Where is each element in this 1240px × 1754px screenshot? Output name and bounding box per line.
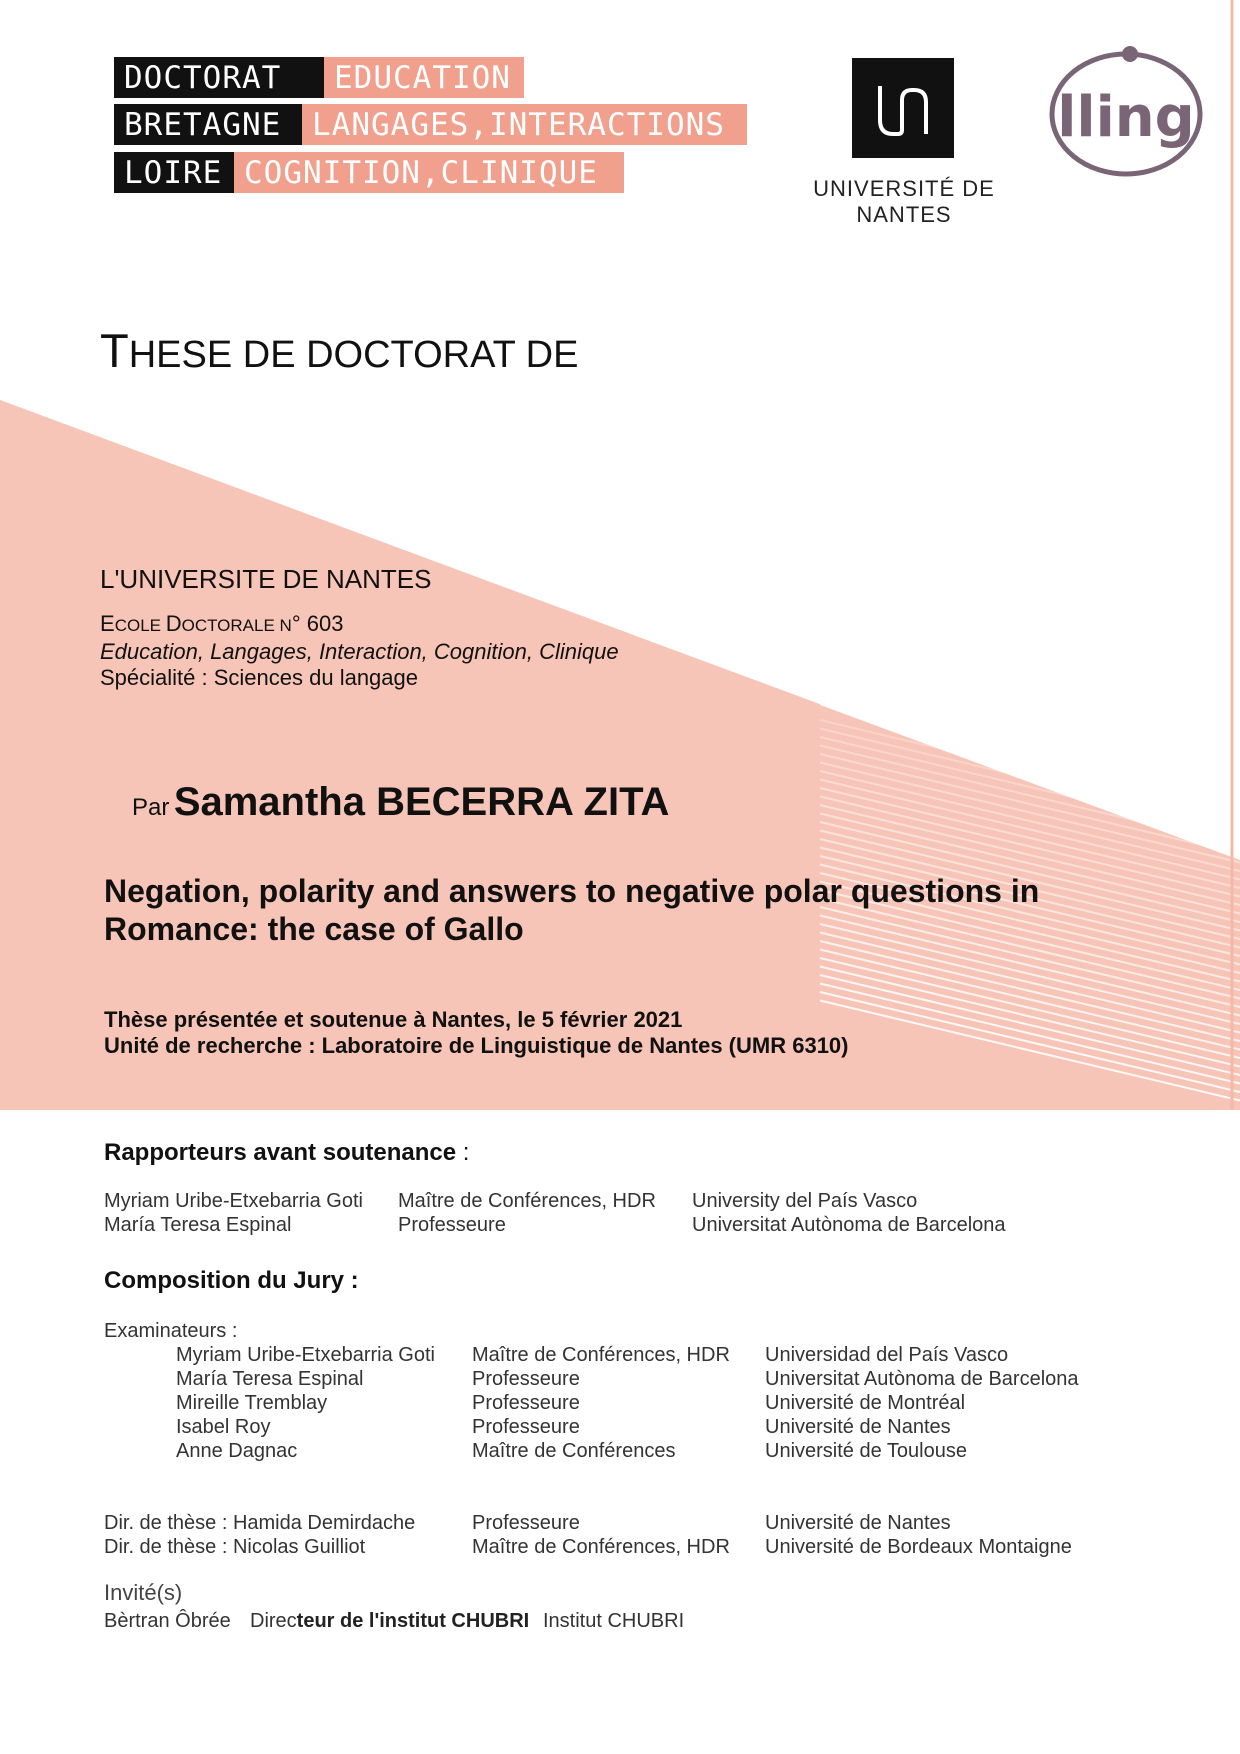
- jury-member-title: Professeure: [472, 1416, 580, 1438]
- jury-member-name: Myriam Uribe-Etxebarria Goti: [176, 1344, 435, 1366]
- rapporteur-name: Myriam Uribe-Etxebarria Goti: [104, 1190, 363, 1212]
- thesis-title-line: Romance: the case of Gallo: [104, 911, 524, 947]
- director-name: Dir. de thèse : Hamida Demirdache: [104, 1512, 416, 1534]
- logo-black-text: DOCTORAT: [114, 57, 324, 98]
- rapporteur-name: María Teresa Espinal: [104, 1214, 292, 1236]
- lab-logo-icon: [1046, 44, 1206, 180]
- rapporteur-title: Maître de Conférences, HDR: [398, 1190, 656, 1212]
- logo-row-2: [114, 104, 747, 145]
- guest-affiliation: Institut CHUBRI: [543, 1610, 685, 1632]
- ecole-doctorale: [100, 611, 619, 691]
- lab-logo-text: lling: [1057, 85, 1195, 150]
- ecole-specialite: Spécialité : Sciences du langage: [100, 665, 418, 690]
- jury-heading: Composition du Jury :: [104, 1267, 359, 1294]
- un-monogram-icon: [852, 58, 954, 158]
- logo-row-1: [114, 57, 524, 98]
- jury-member-title: Professeure: [472, 1392, 580, 1414]
- defense-info: [104, 1007, 849, 1059]
- rapporteurs-heading: Rapporteurs avant soutenance :: [104, 1139, 470, 1166]
- ecole-programme: Education, Langages, Interaction, Cognition, Clinique: [100, 639, 619, 664]
- page-title: [100, 323, 578, 378]
- author-name: Samantha BECERRA ZITA: [173, 780, 670, 824]
- logo-salmon-text: COGNITION,CLINIQUE: [234, 152, 624, 193]
- jury-member-title: Professeure: [472, 1368, 580, 1390]
- university-logo-caption: UNIVERSITÉ DE NANTES: [813, 176, 995, 227]
- jury-member-name: Mireille Tremblay: [176, 1392, 328, 1414]
- logo-salmon-text: EDUCATION: [324, 57, 524, 98]
- director-name: Dir. de thèse : Nicolas Guilliot: [104, 1536, 366, 1558]
- jury-member-name: Anne Dagnac: [176, 1440, 298, 1462]
- jury-member-affiliation: Université de Montréal: [765, 1392, 966, 1414]
- title-initial: T: [100, 324, 129, 377]
- director-title: Professeure: [472, 1512, 580, 1534]
- thesis-title-line: Negation, polarity and answers to negative polar questions in: [104, 873, 1040, 909]
- logo-black-text: LOIRE: [114, 152, 234, 193]
- director-title: Maître de Conférences, HDR: [472, 1536, 730, 1558]
- guest-role: Directeur de l'institut CHUBRI: [250, 1610, 530, 1632]
- logo-row-3: [114, 152, 624, 193]
- director-affiliation: Université de Bordeaux Montaigne: [765, 1536, 1072, 1558]
- jury-member-name: Isabel Roy: [176, 1416, 271, 1438]
- jury-member-title: Maître de Conférences: [472, 1440, 676, 1462]
- rapporteur-title: Professeure: [398, 1214, 506, 1236]
- jury-member-affiliation: Universitat Autònoma de Barcelona: [765, 1368, 1079, 1390]
- ecole-number-line: ECOLE DOCTORALE N° 603: [100, 611, 344, 636]
- author-prefix: Par: [132, 794, 170, 821]
- jury-member-affiliation: Université de Toulouse: [765, 1440, 967, 1462]
- jury-member-title: Maître de Conférences, HDR: [472, 1344, 730, 1366]
- logo-black-text: BRETAGNE: [114, 104, 302, 145]
- research-unit: Unité de recherche : Laboratoire de Linguistique de Nantes (UMR 6310): [104, 1033, 849, 1058]
- title-rest: HESE DE DOCTORAT DE: [128, 334, 579, 376]
- university-line: L'UNIVERSITE DE NANTES: [100, 564, 432, 594]
- guests-label: Invité(s): [104, 1580, 183, 1605]
- examinateurs-label: Examinateurs :: [104, 1320, 238, 1342]
- university-logo-mark: [852, 58, 954, 158]
- logo-salmon-text: LANGAGES,INTERACTIONS: [302, 104, 747, 145]
- guest-name: Bèrtran Ôbrée: [104, 1610, 231, 1632]
- jury-member-affiliation: Universidad del País Vasco: [765, 1344, 1009, 1366]
- rapporteur-affiliation: University del País Vasco: [692, 1190, 918, 1212]
- jury-member-affiliation: Université de Nantes: [765, 1416, 951, 1438]
- author-line: [132, 780, 669, 825]
- director-affiliation: Université de Nantes: [765, 1512, 951, 1534]
- rapporteur-affiliation: Universitat Autònoma de Barcelona: [692, 1214, 1006, 1236]
- thesis-title: [104, 872, 1039, 948]
- jury-member-name: María Teresa Espinal: [176, 1368, 364, 1390]
- defense-date: Thèse présentée et soutenue à Nantes, le 5 février 2021: [104, 1007, 683, 1032]
